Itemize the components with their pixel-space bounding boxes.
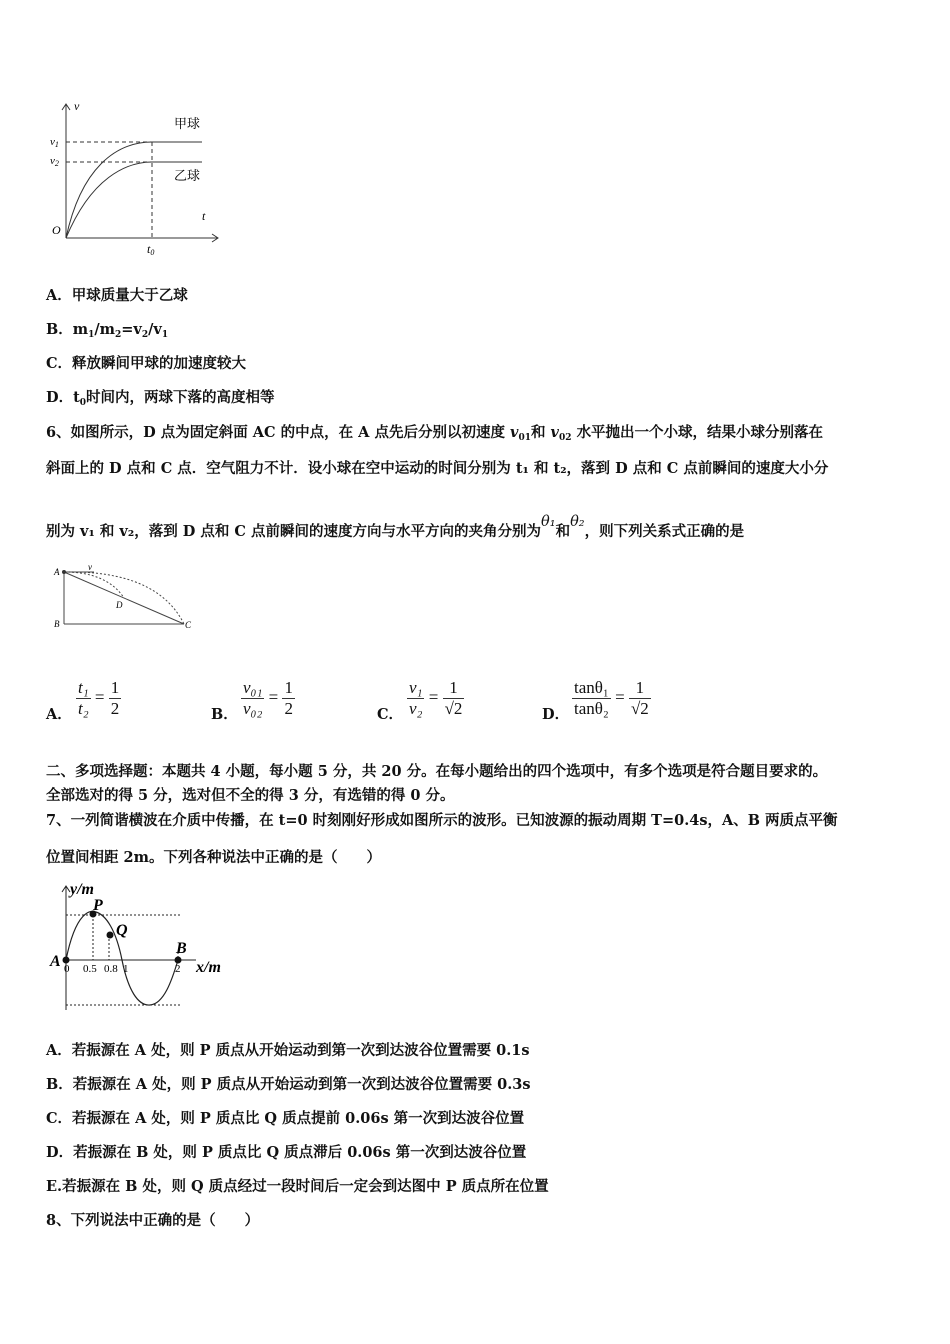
q6-option-b-formula: $\frac{\text{v₀₁}}{\text{v₀₂}}$ = $\frac{1}{2}$ <box>243 678 293 718</box>
tick-1: 1 <box>123 963 129 975</box>
v1-sub: 1 <box>54 140 59 149</box>
q7-option-c: C．若振源在 A 处，则 P 质点比 Q 质点提前 0.06s 第一次到达波谷位置 <box>46 1110 525 1127</box>
tick-2: 2 <box>175 963 181 975</box>
q6-option-c-formula: $\frac{\text{v₁}}{\text{v₂}}$ = $\frac{1}{√2}$ <box>409 678 463 718</box>
frac-rden: 2 <box>110 699 120 718</box>
tick-0-8: 0.8 <box>104 963 118 975</box>
q6-option-a-formula: $\frac{\text{t₁}}{\text{t₂}}$ = $\frac{1}{2}$ <box>78 678 120 718</box>
v-axis-label: v <box>74 99 80 113</box>
frac-num: v₀₁ <box>243 678 263 697</box>
tick-0-5: 0.5 <box>83 963 97 975</box>
q5-b-rest: /m <box>94 321 116 338</box>
q6-option-d-label: D． <box>542 706 570 723</box>
q5-option-b: B．$m_1/m_2=v_2/v_1$ <box>46 321 169 340</box>
frac-den: tanθ₂ <box>574 699 609 718</box>
point-a-label: A <box>50 953 61 970</box>
v1-label: v <box>50 136 55 148</box>
ball2-label: 乙球 <box>174 168 201 183</box>
frac-num: v₁ <box>409 678 423 697</box>
frac-rnum: 1 <box>635 678 645 697</box>
q8-line1: 8、下列说法中正确的是（ ） <box>46 1212 260 1229</box>
svg-text:v1 <box>50 136 59 149</box>
q6-line1-a: 6、如图所示，D 点为固定斜面 AC 的中点，在 A 点先后分别以初速度 <box>46 424 510 441</box>
q6-v01-sub: 01 <box>518 433 531 443</box>
v2-label: v <box>50 155 55 167</box>
tick-0: 0 <box>64 963 70 975</box>
q7-option-e: E.若振源在 B 处，则 Q 质点经过一段时间后一定会到达图中 P 质点所在位置 <box>46 1178 549 1195</box>
frac-rnum: 1 <box>284 678 293 697</box>
incline-diagram <box>52 562 202 637</box>
frac-rden: √2 <box>444 699 463 718</box>
section2-line2: 全部选对的得 5 分，选对但不全的得 3 分，有选错的得 0 分。 <box>46 787 455 804</box>
q6-option-d-formula: $\frac{\text{tanθ₁}}{\text{tanθ₂}}$ = $\frac{1}{√2}$ <box>574 678 649 718</box>
v2-sub: 2 <box>54 159 59 168</box>
t0-sub: 0 <box>150 248 155 256</box>
section2-line1: 二、多项选择题：本题共 4 小题，每小题 5 分，共 20 分。在每小题给出的四个选项中，有多个选项是符合题目要求的。 <box>46 763 828 780</box>
t0-label: t <box>147 242 151 256</box>
q6-option-a-label: A． <box>46 706 72 723</box>
q6-line1-b: 水平抛出一个小球，结果小球分别落在 <box>576 424 824 441</box>
frac-rnum: 1 <box>110 678 120 697</box>
velocity-time-graph <box>46 98 236 256</box>
q6-line2: 斜面上的 D 点和 C 点．空气阻力不计．设小球在空中运动的时间分别为 t₁ 和 t₂，落到 D 点和 C 点前瞬间的速度大小分 <box>46 460 829 477</box>
point-b-label: B <box>54 619 60 629</box>
wave-diagram <box>46 880 236 1020</box>
svg-text:v2 <box>50 155 59 168</box>
q5-b-prefix: B．m <box>46 321 89 338</box>
frac-den: v₂ <box>409 699 423 718</box>
q5-d-prefix: D．t <box>46 389 80 406</box>
frac-den: t₂ <box>78 699 89 718</box>
q5-option-a: A．甲球质量大于乙球 <box>46 287 188 304</box>
velocity-label: v <box>88 562 92 572</box>
point-a-label: A <box>54 567 60 577</box>
x-axis-label: x/m <box>196 959 221 976</box>
q6-theta1: θ₁ <box>541 514 556 530</box>
frac-num: t₁ <box>78 678 89 697</box>
q6-line3 <box>46 514 745 542</box>
q6-line1 <box>46 423 823 448</box>
point-d-label: D <box>116 600 123 610</box>
q5-d-rest: 时间内，两球下落的高度相等 <box>86 389 275 406</box>
q6-option-b-label: B． <box>211 706 238 723</box>
t-axis-label: t <box>202 209 206 223</box>
q5-b-div: /v <box>148 321 162 338</box>
frac-den: v₀₂ <box>243 699 263 718</box>
y-axis-label: y/m <box>70 881 94 898</box>
q5-option-c: C．释放瞬间甲球的加速度较大 <box>46 355 247 372</box>
q6-v01: v <box>510 424 519 441</box>
frac-rden: 2 <box>284 699 293 718</box>
frac-num: tanθ₁ <box>574 678 609 697</box>
point-c-label: C <box>185 620 192 630</box>
q7-line1: 7、一列简谐横波在介质中传播，在 t=0 时刻刚好形成如图所示的波形。已知波源的振动周期 T=0.4s，A、B 两质点平衡 <box>46 812 838 829</box>
q6-v02-sub: 02 <box>558 433 572 443</box>
frac-rnum: 1 <box>449 678 458 697</box>
q6-v02: v <box>550 424 559 441</box>
q6-and-2: 和 <box>555 523 571 540</box>
frac-rden: √2 <box>630 699 649 718</box>
point-p-label: P <box>93 897 103 914</box>
q5-option-d: D．$t_0$时间内，两球下落的高度相等 <box>46 389 275 408</box>
q7-line2: 位置间相距 2m。下列各种说法中正确的是（ ） <box>46 849 381 866</box>
q6-option-c-label: C． <box>377 706 404 723</box>
q7-option-d: D．若振源在 B 处，则 P 质点比 Q 质点滞后 0.06s 第一次到达波谷位置 <box>46 1144 527 1161</box>
ball1-label: 甲球 <box>174 116 201 131</box>
q6-theta2: θ₂ <box>570 514 585 530</box>
q7-option-a: A．若振源在 A 处，则 P 质点从开始运动到第一次到达波谷位置需要 0.1s <box>46 1042 530 1059</box>
q6-line3-b: ，则下列关系式正确的是 <box>584 523 745 540</box>
origin-label: O <box>52 223 61 237</box>
q5-b-eq: =v <box>121 321 142 338</box>
point-q-label: Q <box>116 922 128 939</box>
point-b-label: B <box>176 940 187 957</box>
q7-option-b: B．若振源在 A 处，则 P 质点从开始运动到第一次到达波谷位置需要 0.3s <box>46 1076 531 1093</box>
q6-line3-a: 别为 v₁ 和 v₂，落到 D 点和 C 点前瞬间的速度方向与水平方向的夹角分别为 <box>46 523 542 540</box>
svg-text:t0 <box>147 242 154 256</box>
q6-and: 和 <box>530 424 546 441</box>
